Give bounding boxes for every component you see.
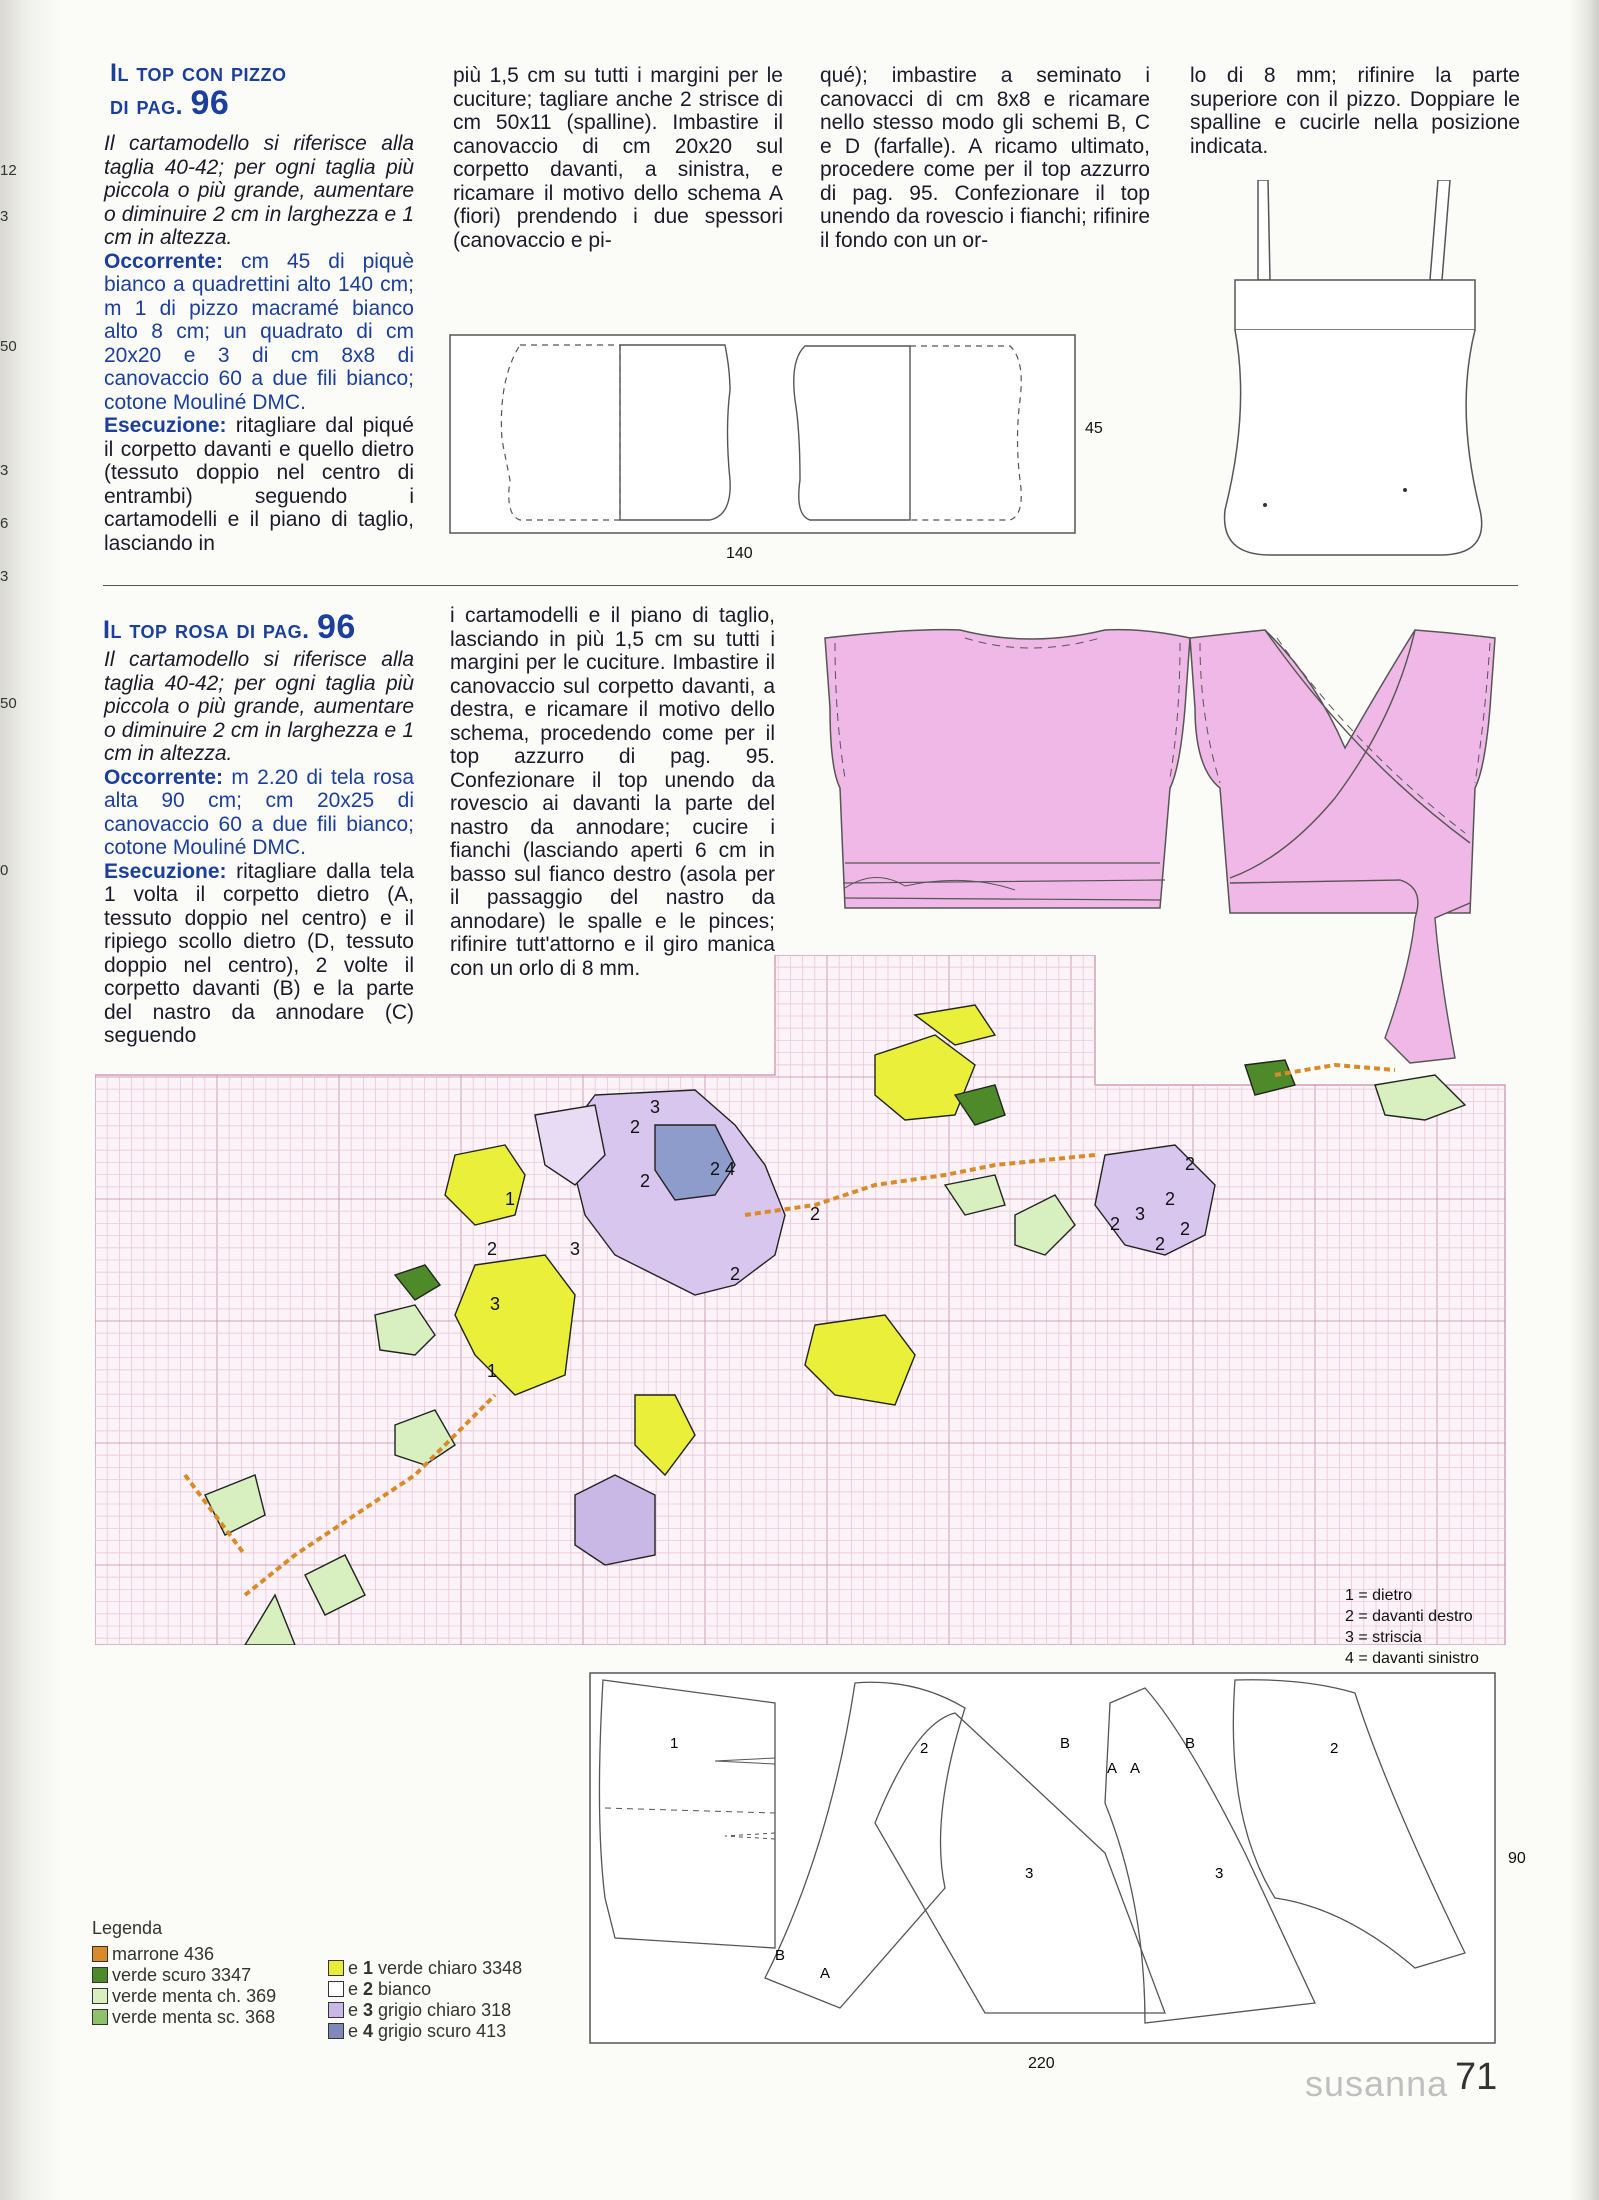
- legend-item-grigio-chiaro: [328, 2000, 522, 2021]
- chart-symbol-number: 2: [730, 1264, 741, 1284]
- chart-symbol-number: 4: [725, 1159, 736, 1179]
- section1-dim-width: 140: [726, 545, 753, 562]
- pattern-label: B: [1060, 1735, 1071, 1752]
- pattern-label: 2: [920, 1740, 929, 1757]
- section1-column3: qué); imbastire a seminato i canovacci di cm 8x8 e ricamare nello stesso modo gli schemi B, C e D (farfalle). A ricamo ultimato, procedere come per il top azzurro di pag. 95. Confezionare il top unendo da rovescio i fianchi; rifinire il fondo con un or-: [820, 64, 1150, 252]
- legend-label: verde scuro 3347: [112, 1965, 252, 1985]
- section1-column1: [104, 132, 414, 555]
- chart-symbol-number: 3: [570, 1239, 581, 1259]
- legend-item-grigio-scuro: [328, 2021, 522, 2042]
- legend-prefix: e: [348, 1979, 364, 1999]
- section1-occ-text: cm 45 di piquè bianco a quadrettini alto 140 cm; m 1 di pizzo macramé bianco alto 8 cm; un quadrato di cm 20x20 e 3 di cm 8x8 di canovaccio 60 a due fili bianco; cotone Mouliné DMC.: [104, 249, 414, 414]
- legend-prefix: e: [348, 1958, 364, 1978]
- chart-symbol-number: 2: [487, 1239, 498, 1259]
- cross-stitch-chart: [95, 955, 1510, 1645]
- margin-number: 0: [0, 862, 9, 879]
- swatch: [328, 2002, 344, 2018]
- margin-number: 3: [0, 208, 9, 225]
- pattern-label: B: [1185, 1735, 1196, 1752]
- swatch: [92, 1967, 108, 1983]
- section-separator: [103, 585, 1518, 586]
- pattern-pieces-legend: [1345, 1585, 1479, 1669]
- chart-symbol-number: 2: [810, 1204, 821, 1224]
- stem: [1275, 1065, 1395, 1075]
- page-number: 71: [1455, 2056, 1498, 2098]
- margin-number: 3: [0, 462, 9, 479]
- chart-symbol-number: 2: [1185, 1154, 1196, 1174]
- color-legend-right: [328, 1958, 522, 2042]
- chart-symbol-number: 2: [1165, 1189, 1176, 1209]
- section2-ese-text: ritagliare dalla tela 1 volta il corpetto dietro (A, tessuto doppio nel centro) e il ripiego scollo dietro (D, tessuto doppio nel centro), 2 volte il corpetto davanti (B) e la parte del nastro da annodare (C) seguendo: [104, 859, 414, 1047]
- chart-symbol-number: 2: [710, 1159, 721, 1179]
- section1-ese-label: Esecuzione:: [104, 414, 227, 437]
- legend-label: grigio chiaro 318: [373, 2000, 512, 2020]
- section1-ese-text: ritagliare dal piqué il corpetto davanti e quello dietro (tessuto doppio nel centro di entrambi) seguendo i cartamodelli e il piano di taglio, lasciando in: [104, 414, 414, 555]
- section2-column2: i cartamodelli e il piano di taglio, lasciando in più 1,5 cm su tutti i margini per le cuciture. Imbastire il canovaccio sul corpetto davanti, a destra, e ricamare il motivo dello schema, procedendo come per il top azzurro di pag. 95. Confezionare il top unendo da rovescio ai davanti la parte del nastro da annodare; cucire i fianchi (lasciando aperti 6 cm in basso sul fianco destro (asola per il passaggio del nastro da annodare) le spalle e le pinces; rifinire tutt'attorno e il giro manica con un orlo di 8 mm.: [450, 604, 775, 980]
- legend-label: bianco: [373, 1979, 432, 1999]
- section2-occ-text: m 2.20 di tela rosa alta 90 cm; cm 20x25 di canovaccio 60 a due fili bianco; cotone Mouliné DMC.: [104, 765, 414, 859]
- legend-item-bianco: [328, 1979, 522, 2000]
- section2-occ-label: Occorrente:: [104, 765, 224, 789]
- margin-number: 50: [0, 695, 17, 712]
- pattern-label: A: [1107, 1760, 1118, 1777]
- pattern-label: A: [1130, 1760, 1141, 1777]
- legend-label: marrone 436: [112, 1944, 215, 1964]
- legend-num: 4: [363, 2021, 374, 2041]
- section1-title-line2: di pag.: [110, 92, 184, 120]
- piece-3: 3 = striscia: [1345, 1629, 1422, 1646]
- section1-top-sketch: [1210, 180, 1490, 565]
- margin-number: 12: [0, 162, 17, 179]
- section2-dim-height: 90: [1508, 1850, 1526, 1867]
- chart-symbol-number: 3: [650, 1097, 661, 1117]
- legend-label: verde menta ch. 369: [112, 1986, 277, 2006]
- section1-title-line1: Il top con pizzo: [110, 59, 287, 87]
- chart-area: [95, 955, 1505, 1645]
- legend-item-verde-menta-ch: [92, 1986, 276, 2007]
- chart-symbol-number: 2: [630, 1117, 641, 1137]
- pattern-label: 1: [670, 1735, 679, 1752]
- section2-title-line1: Il top rosa di pag.: [103, 616, 310, 644]
- chart-symbol-number: 2: [1180, 1219, 1191, 1239]
- page-edge: [1569, 0, 1599, 2200]
- section1-cutting-layout: [440, 330, 1080, 540]
- swatch: [92, 1946, 108, 1962]
- color-legend-title: Legenda: [92, 1918, 163, 1938]
- legend-label: verde chiaro 3348: [373, 1958, 523, 1978]
- piece-1: 1 = dietro: [1345, 1587, 1413, 1604]
- swatch: [92, 2009, 108, 2025]
- swatch: [92, 1988, 108, 2004]
- chart-symbol-number: 1: [487, 1361, 498, 1381]
- chart-symbol-number: 1: [505, 1189, 516, 1209]
- section2-title-num: 96: [316, 608, 356, 646]
- color-legend-left: [92, 1944, 276, 2028]
- section1-intro: Il cartamodello si riferisce alla taglia 40-42; per ogni taglia più piccola o più grande, aumentare o diminuire 2 cm in larghezza e 1 cm in altezza.: [104, 132, 414, 249]
- pattern-label: 2: [1330, 1740, 1339, 1757]
- pattern-label: 3: [1215, 1865, 1224, 1882]
- legend-item-verde-menta-sc: [92, 2007, 276, 2028]
- margin-number: 6: [0, 515, 9, 532]
- legend-prefix: e: [348, 2000, 364, 2020]
- swatch: [328, 1981, 344, 1997]
- pink-top-back: [825, 630, 1190, 908]
- pattern-label: B: [775, 1947, 786, 1964]
- chart-symbol-number: 2: [640, 1171, 651, 1191]
- piece-2: 2 = davanti destro: [1345, 1608, 1473, 1625]
- legend-item-marrone: [92, 1944, 276, 1965]
- chart-symbol-number: 3: [490, 1294, 501, 1314]
- chart-symbol-number: 3: [1135, 1204, 1146, 1224]
- pattern-label: A: [820, 1965, 831, 1982]
- legend-num: 2: [363, 1979, 374, 1999]
- section1-column2: più 1,5 cm su tutti i margini per le cuciture; tagliare anche 2 strisce di cm 50x11 (spalline). Imbastire il canovaccio di cm 20x20 sul corpetto davanti, a sinistra, e ricamare il motivo dello schema A (fiori) prendendo i due spessori (canovaccio e pi-: [453, 64, 783, 252]
- legend-label: grigio scuro 413: [373, 2021, 507, 2041]
- magazine-brand: susanna: [1305, 2063, 1449, 2104]
- section2-cutting-layout: [585, 1668, 1500, 2048]
- section2-title: [103, 608, 356, 646]
- legend-num: 1: [363, 1958, 374, 1978]
- legend-prefix: e: [348, 2021, 364, 2041]
- section2-intro: Il cartamodello si riferisce alla taglia 40-42; per ogni taglia più piccola o più grande, aumentare o diminuire 2 cm in larghezza e 1 cm in altezza.: [104, 648, 414, 765]
- margin-number: 3: [0, 568, 9, 585]
- margin-number: 50: [0, 338, 17, 355]
- legend-item-verde-chiaro: [328, 1958, 522, 1979]
- section1-title: [110, 58, 286, 121]
- section2-dim-width: 220: [1028, 2055, 1055, 2072]
- chart-symbol-number: 2: [1110, 1214, 1121, 1234]
- swatch: [328, 2023, 344, 2039]
- piece-4: 4 = davanti sinistro: [1345, 1650, 1479, 1667]
- section1-column4: lo di 8 mm; rifinire la parte superiore con il pizzo. Doppiare le spalline e cucirle nella posizione indicata.: [1190, 64, 1520, 158]
- swatch: [328, 1960, 344, 1976]
- bud-bottom: [575, 1475, 655, 1565]
- section1-dim-height: 45: [1085, 420, 1103, 437]
- page-spine: [0, 0, 60, 2200]
- pattern-label: 3: [1025, 1865, 1034, 1882]
- section1-title-num: 96: [190, 84, 230, 122]
- section2-ese-label: Esecuzione:: [104, 859, 227, 883]
- legend-label: verde menta sc. 368: [112, 2007, 276, 2027]
- legend-item-verde-scuro: [92, 1965, 276, 1986]
- section1-occ-label: Occorrente:: [104, 249, 224, 273]
- chart-symbol-number: 2: [1155, 1234, 1166, 1254]
- legend-num: 3: [363, 2000, 374, 2020]
